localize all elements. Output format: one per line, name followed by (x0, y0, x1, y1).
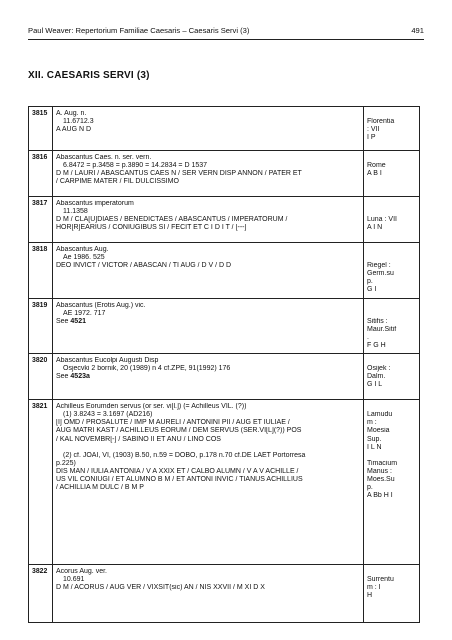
running-header (28, 22, 424, 40)
entry-row (29, 565, 420, 623)
entries-table (28, 106, 420, 623)
entry-line: Osjecvki 2 bornik, 20 (1989) n 4 cf.ZPE, 91(1992) 176 (63, 365, 231, 373)
running-header-title: Paul Weaver: Repertorium Familiae Caesaris – Caesaris Servi (3) (28, 26, 250, 35)
entry-line (56, 444, 361, 452)
entry-location (364, 151, 420, 197)
location-line: p. (367, 278, 373, 286)
location-line (367, 302, 417, 310)
location-line: Dalm. (367, 373, 386, 381)
entry-location (364, 243, 420, 299)
entry-line: Ae 1986. 525 (63, 254, 105, 262)
location-line: I P (367, 134, 376, 142)
location-line: Timacium (367, 459, 398, 467)
entry-number: 3821 (29, 400, 53, 565)
entry-row (29, 151, 420, 197)
entry-number: 3818 (29, 243, 53, 299)
entry-line: US VIL CONIUGI / ET ALUMNO B M / ET ANTONI INVIC / TIANUS ACHILLIUS (56, 475, 303, 483)
entry-line: Achilleus Eorumden servus (or ser. vi[l.]) (= Achilleus VIL. (?)) (56, 403, 247, 411)
location-line: Sitifis : (367, 317, 388, 325)
entry-row (29, 400, 420, 565)
location-line: m : (367, 419, 377, 427)
entry-line: [I] OMD / PROSALUTE / IMP M AURELI / ANTONINI PII / AUG ET IULIAE / (56, 419, 290, 427)
entry-text (53, 107, 364, 151)
entry-line: Acorus Aug. ver. (56, 568, 107, 576)
entry-number: 3822 (29, 565, 53, 623)
location-line: . (367, 333, 369, 341)
entry-line: Abascantus Caes. n. ser. vern. (56, 154, 152, 161)
entry-number: 3815 (29, 107, 53, 151)
entry-text (53, 197, 364, 243)
entry-row (29, 107, 420, 151)
entry-line: 11.1358 (63, 208, 88, 216)
location-line (367, 310, 417, 318)
location-line (367, 568, 417, 576)
location-line (367, 254, 417, 262)
entry-line: 6.8472 = p.3458 = p.3890 = 14.2834 = D 1537 (63, 162, 208, 170)
entry-row (29, 197, 420, 243)
entry-text (53, 354, 364, 400)
entry-line: See 4521 (56, 317, 86, 325)
entry-number: 3819 (29, 298, 53, 354)
location-line: Maur.Sitif (367, 325, 397, 333)
location-line: Riegel : (367, 262, 391, 270)
location-line (367, 110, 417, 118)
entry-row (29, 298, 420, 354)
entry-text (53, 565, 364, 623)
entry-line: (1) 3.8243 = 3.1697 (AD216) (63, 411, 153, 419)
location-line: A I N (367, 224, 383, 232)
entry-line: p.225) (56, 459, 76, 467)
location-line (367, 208, 417, 216)
entry-line: Abascantus (Erotis Aug.) vic. (56, 301, 146, 309)
entry-line: Abascantus imperatorum (56, 200, 134, 207)
location-line: G I L (367, 381, 383, 389)
entry-line: (2) cf. JOAI, VI, (1903) B.50, n.59 = DOBO, p.178 n.70 cf.DE LAET Portorresa (63, 451, 306, 459)
entry-text (53, 243, 364, 299)
entry-location (364, 565, 420, 623)
entry-text (53, 400, 364, 565)
entry-line: A. Aug. n. (56, 110, 87, 117)
entry-line: D M / LAURI / ABASCANTUS CAES N / SER VERN DISP ANNON / PATER ET (56, 170, 302, 178)
entry-number: 3816 (29, 151, 53, 197)
location-line: I L N (367, 443, 382, 451)
section-title: XII. CAESARIS SERVI (3) (28, 70, 150, 81)
location-line (367, 200, 417, 208)
cross-reference: 4521 (70, 317, 86, 325)
entry-line: AUG MATRI KAST / ACHILLEUS EORUM / DEM SERVUS (SER.VI[L](?)) POS (56, 427, 302, 435)
location-line: A B I (367, 170, 382, 178)
entry-line: / KAL NOVEMBR[-] / SABINO II ET ANU / LINO COS (56, 435, 221, 443)
cross-reference: 4523a (70, 373, 90, 381)
location-line (367, 357, 417, 365)
entry-line: AE 1972. 717 (63, 309, 106, 317)
location-line: Sup. (367, 435, 382, 443)
location-line: A Bb H I (367, 492, 393, 500)
location-line (367, 452, 417, 460)
location-line: Moesia (367, 427, 390, 435)
location-line: G I (367, 286, 377, 294)
entry-line: See 4523a (56, 373, 90, 381)
location-line: Moes.Su (367, 475, 395, 483)
location-line (367, 246, 417, 254)
entry-line: 10.691 (63, 576, 85, 584)
entry-location (364, 107, 420, 151)
entry-line: Abascantus Eucolpi Augusti Disp (56, 357, 159, 365)
location-line: Surrentu (367, 576, 394, 584)
location-line (367, 154, 417, 162)
entry-number: 3820 (29, 354, 53, 400)
location-line: Germ.su (367, 270, 394, 278)
entry-line: / CARPIME MATER / FIL DULCISSIMO (56, 178, 179, 186)
entry-row (29, 243, 420, 299)
entry-line: A AUG N D (56, 126, 92, 134)
location-line: Lamudu (367, 411, 393, 419)
entry-line: / ACHILLIA M DULC / B M P (56, 484, 144, 492)
page-number: 491 (411, 26, 424, 35)
entry-line: Abascantus Aug. (56, 246, 109, 253)
entry-text (53, 298, 364, 354)
entry-location (364, 197, 420, 243)
entry-text (53, 151, 364, 197)
entry-line: 11.6712.3 (63, 118, 94, 126)
location-line: Manus : (367, 467, 392, 475)
location-line: Rome (367, 162, 386, 170)
location-line: F G H (367, 342, 386, 350)
entry-line: D M / CLA[U]DIAES / BENEDICTAES / ABASCANTUS / IMPERATORUM / (56, 216, 288, 224)
entry-number: 3817 (29, 197, 53, 243)
location-line: : VII (367, 126, 380, 134)
entry-location (364, 298, 420, 354)
location-line: p. (367, 484, 373, 492)
location-line: Luna : VII (367, 216, 397, 224)
entry-line: D M / ACORUS / AUG VER / VIXSIT(sic) AN / NIS XXVII / M XI D X (56, 584, 265, 592)
location-line: Florentia (367, 118, 395, 126)
location-line (367, 403, 417, 411)
location-line: H (367, 592, 373, 600)
entry-location (364, 354, 420, 400)
entry-row (29, 354, 420, 400)
entry-line: DEO INVICT / VICTOR / ABASCAN / TI AUG / D V / D D (56, 262, 232, 270)
entry-line: DIS MAN / IULIA ANTONIA / V A XXIX ET / CALBO ALUMN / V A V ACHILLE / (56, 467, 299, 475)
location-line: m : I (367, 584, 381, 592)
entry-line: HOR[R]EARIUS / CONIUGIBUS SI / FECIT ET C I D I T / [---] (56, 224, 247, 232)
location-line: Osijek : (367, 365, 391, 373)
entry-location (364, 400, 420, 565)
